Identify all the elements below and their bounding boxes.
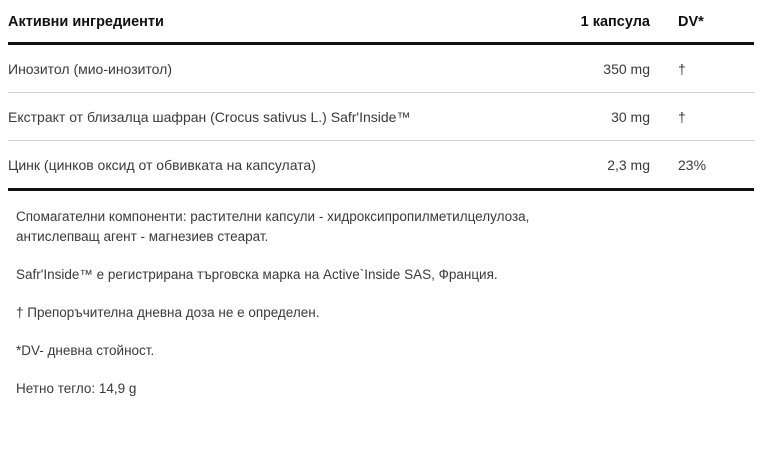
- ingredient-amount: 2,3 mg: [532, 141, 664, 190]
- net-weight: Нетно тегло: 14,9 g: [16, 381, 137, 396]
- ingredient-amount: 350 mg: [532, 44, 664, 93]
- ingredient-name: Цинк (цинков оксид от обвивката на капсулата): [8, 141, 532, 190]
- table-row: [8, 93, 754, 141]
- ingredient-amount: 30 mg: [532, 93, 664, 141]
- ingredient-dv: †: [664, 44, 754, 93]
- column-header-dv: DV*: [664, 0, 754, 44]
- footnotes: [8, 191, 754, 399]
- table-header-row: [8, 0, 754, 44]
- trademark-note: Safr'Inside™ е регистрирана търговска марка на Active`Inside SAS, Франция.: [16, 267, 498, 282]
- other-ingredients-line-1: Спомагателни компоненти: растителни капсули - хидроксипропилметилцелулоза,: [16, 209, 530, 224]
- ingredient-name: Инозитол (мио-инозитол): [8, 44, 532, 93]
- ingredient-name: Екстракт от близалца шафран (Crocus sativus L.) Safr'Inside™: [8, 93, 532, 141]
- dv-note: *DV- дневна стойност.: [16, 343, 155, 358]
- column-header-amount: 1 капсула: [532, 0, 664, 44]
- table-header: [8, 0, 754, 44]
- dagger-note: † Препоръчителна дневна доза не е определен.: [16, 305, 320, 320]
- table-row: [8, 44, 754, 93]
- column-header-ingredient: Активни ингредиенти: [8, 0, 532, 44]
- ingredient-dv: 23%: [664, 141, 754, 190]
- other-ingredients-line-2: антислепващ агент - магнезиев стеарат.: [16, 229, 269, 244]
- table-body: [8, 44, 754, 190]
- supplement-facts-table: [8, 0, 754, 191]
- table-row: [8, 141, 754, 190]
- ingredient-dv: †: [664, 93, 754, 141]
